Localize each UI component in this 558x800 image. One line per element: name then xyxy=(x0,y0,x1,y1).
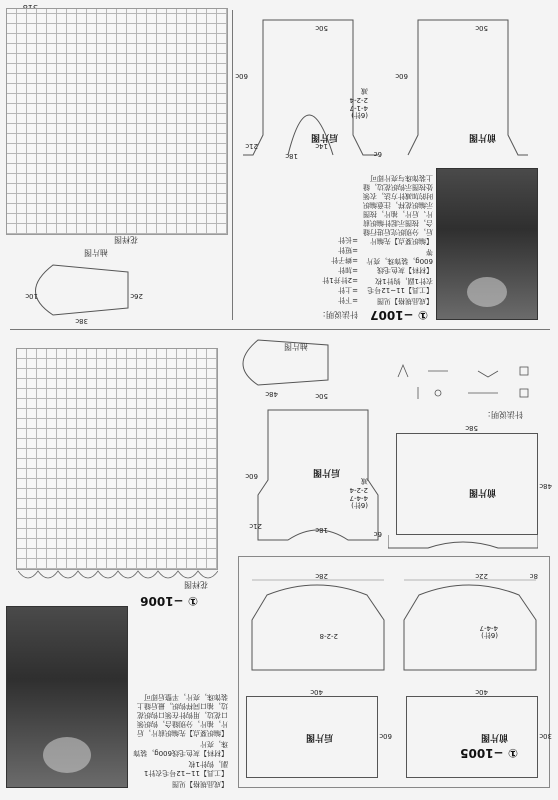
s1005-number: ① −1005 xyxy=(460,746,518,760)
s1007-neck: 14c xyxy=(315,142,328,150)
s1007-back-label: 后片图 xyxy=(310,132,338,142)
s1007-back-width: 50c xyxy=(315,24,328,32)
s1006-front-label: 前片图 xyxy=(468,487,496,497)
s1006-neck: 18c xyxy=(315,526,328,534)
s1006-notes xyxy=(133,690,228,788)
section-divider xyxy=(10,329,550,330)
s1005-bottom1: 22c xyxy=(475,572,488,580)
s1006-stitch-title: 针法说明： xyxy=(483,410,523,419)
s1005-front-height: 30c xyxy=(539,732,552,740)
column-divider xyxy=(232,10,233,320)
s1006-stitch-symbols xyxy=(368,345,538,405)
s1007-pattern-label: 花样图 xyxy=(114,235,138,244)
s1007-sleeve-len: 26c xyxy=(130,292,143,300)
s1005-knit2: 4-4-7 xyxy=(479,624,498,632)
s1006-front-height: 48c xyxy=(539,482,552,490)
s1007-stitch-5: =辫子针 xyxy=(331,256,358,264)
s1006-knit4: 减 xyxy=(361,477,368,485)
s1007-side: 18c xyxy=(285,152,298,160)
s1007-knit2: 4-1-7 xyxy=(349,104,368,112)
s1006-front-piece xyxy=(396,433,538,535)
s1005-back-label: 后片图 xyxy=(305,732,333,742)
s1006-number: ① −1006 xyxy=(140,594,198,608)
s1006-model-photo xyxy=(6,606,128,788)
s1007-pattern-grid xyxy=(6,8,228,235)
s1007-sleeve-w: 38c xyxy=(75,317,88,325)
s1007-knit4: 减 xyxy=(361,87,368,95)
s1006-crochet-edge xyxy=(18,569,218,585)
s1007-armhole: 21c xyxy=(245,142,258,150)
s1006-small: 6c xyxy=(373,530,382,538)
s1007-note-4: 【编织要点】先编片后，分别织完后进行缝合，按图示起针编织前片、后片，袖片，按图示编织花样，注意编织时的加减针方法，衣领处按图示钩织花边，缝上装饰珠与亮片即可 xyxy=(363,174,433,245)
s1007-knit1: (6针) xyxy=(351,111,368,119)
s1007-sleeve-piece xyxy=(8,260,138,320)
s1006-back-label: 后片图 xyxy=(312,467,340,477)
s1006-sleeve-piece xyxy=(218,335,338,390)
s1007-stitch-3: =2针并1针 xyxy=(322,276,358,284)
s1005-front-piece xyxy=(406,696,538,778)
s1006-note-4: 【编织要点】先编织前片，后片，袖片，分别缝合，钩织领口花边，用钩针在领口钩织花边，袖口同样钩织，最后缝上装饰珠，亮片，平整后即可 xyxy=(137,693,228,737)
s1006-front-shoulder xyxy=(388,534,538,550)
s1005-bottom2: 28c xyxy=(315,572,328,580)
s1006-note-1: 【成品规格】见图 xyxy=(172,780,228,788)
s1006-sleeve-len: 48c xyxy=(265,390,278,398)
s1007-stitch-1: =下针 xyxy=(338,296,358,304)
s1006-pattern-label: 花样图 xyxy=(184,580,208,589)
s1005-back-height: 60c xyxy=(379,732,392,740)
s1007-model-photo xyxy=(436,168,538,320)
s1005-side: 8c xyxy=(529,572,538,580)
s1006-back-width: 50c xyxy=(315,392,328,400)
s1005-back-width: 40c xyxy=(310,688,323,696)
s1006-front-width: 58c xyxy=(465,424,478,432)
s1006-sleeve-label: 袖片图 xyxy=(284,342,308,351)
s1006-knit3: 2-2-4 xyxy=(349,486,368,494)
s1007-sleeve-label: 袖片图 xyxy=(84,248,108,257)
s1005-front-label: 前片图 xyxy=(480,732,508,742)
s1007-stitch-7: =长针 xyxy=(338,236,358,244)
s1007-stitch-list xyxy=(248,235,358,305)
s1007-back-height: 60c xyxy=(235,72,248,80)
s1007-sleeve-cuff: 10c xyxy=(25,292,38,300)
s1007-notes xyxy=(363,171,433,305)
s1007-stitch-6: =短针 xyxy=(338,246,358,254)
s1007-stitch-title: 针法说明： xyxy=(318,310,358,319)
s1006-armhole: 21c xyxy=(249,522,262,530)
s1006-note-2: 【工具】11~12号毛衣针1副，钩针1枚 xyxy=(143,760,228,777)
s1006-back-height: 60c xyxy=(245,472,258,480)
s1007-stitch-4: =加针 xyxy=(338,266,358,274)
s1005-knit1: (6针) xyxy=(481,631,498,639)
s1007-note-3: 【材料】灰色毛线600g，装饰珠，亮片等 xyxy=(366,248,433,274)
s1005-shaped-pieces xyxy=(244,570,544,680)
s1005-front-width: 40c xyxy=(475,688,488,696)
s1007-stitch-2: =上针 xyxy=(338,286,358,294)
s1007-note-1: 【成品规格】见图 xyxy=(377,297,433,305)
s1007-note-2: 【工具】11~12号毛衣针1副，钩针1枚 xyxy=(367,277,433,294)
s1006-note-3: 【材料】灰色毛线600g，装饰珠，亮片 xyxy=(133,740,228,757)
s1006-knit2: 4-4-7 xyxy=(349,494,368,502)
s1007-small: 6c xyxy=(373,150,382,158)
s1005-knit3: 2-2-8 xyxy=(319,632,338,640)
s1006-knit1: (6针) xyxy=(351,501,368,509)
s1006-pattern-grid xyxy=(16,348,218,570)
s1007-front-width: 50c xyxy=(475,24,488,32)
s1007-number: ① −1007 xyxy=(370,308,428,322)
s1007-front-label: 前片图 xyxy=(468,132,496,142)
s1007-front-height: 60c xyxy=(395,72,408,80)
s1007-knit3: 2-2-4 xyxy=(349,96,368,104)
